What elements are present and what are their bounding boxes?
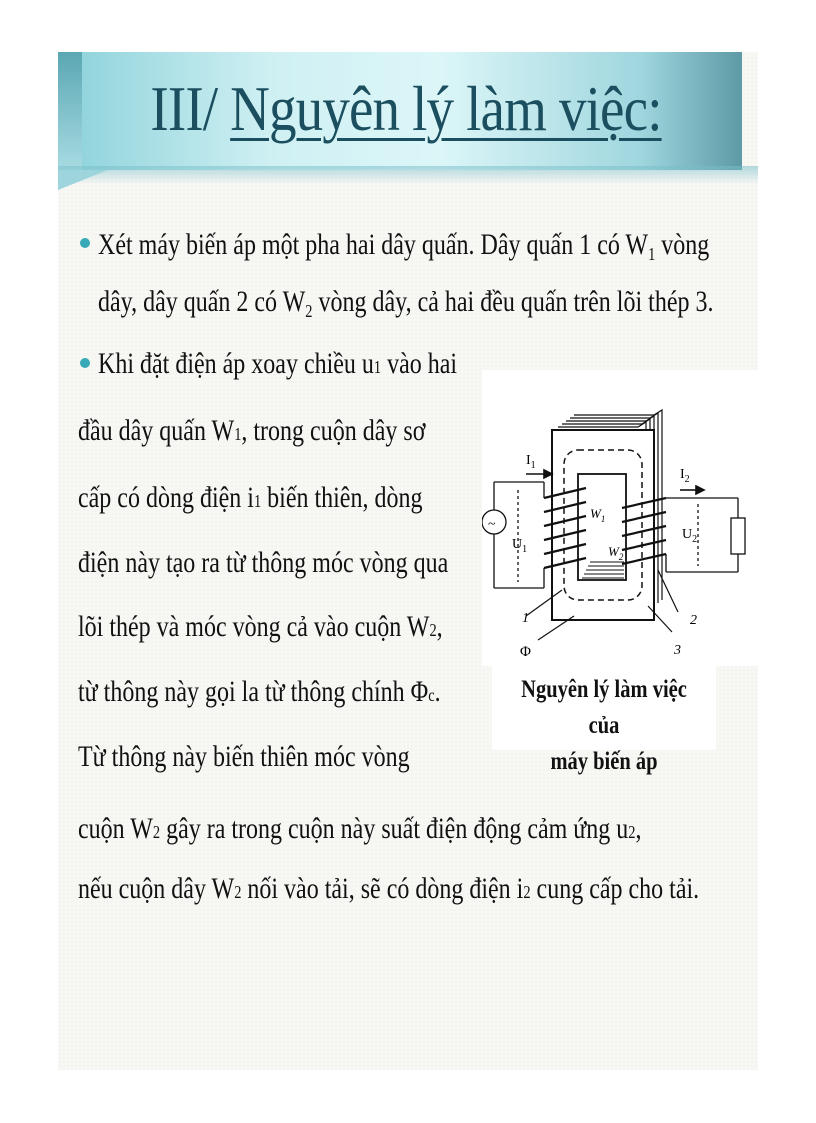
text: gây ra trong cuộn này suất điện động cảm ứng u [160, 812, 629, 845]
label-2: 2 [690, 613, 697, 628]
title-banner-shadow [58, 166, 758, 184]
bullet2-line7: Từ thông này biến thiên móc vòng [78, 740, 410, 773]
caption-line-2: máy biến áp [550, 748, 658, 775]
bullet1-line1 [98, 228, 709, 271]
subscript: 2 [684, 474, 690, 485]
text: I [680, 467, 685, 482]
source-symbol: ~ [488, 517, 496, 532]
subscript: 1 [648, 244, 656, 264]
subscript: 2 [234, 882, 242, 902]
subscript: 1 [373, 357, 382, 377]
text: nối vào tải, sẽ có dòng điện i [241, 872, 524, 905]
bullet1-line2 [98, 285, 713, 328]
transformer-diagram [482, 370, 758, 666]
text: biến thiên, dòng [261, 481, 423, 514]
text: Xét máy biến áp một pha hai dây quấn. Dây quấn 1 có W [98, 228, 649, 261]
figure-caption [512, 672, 696, 780]
label-phi: Φ [520, 644, 531, 660]
text: , [635, 812, 642, 845]
subscript: 2 [429, 620, 437, 640]
text: vào hai [381, 347, 458, 380]
subscript: 2 [628, 822, 636, 842]
subscript: 2 [305, 301, 313, 321]
text: vòng dây, cả hai đều quấn trên lõi thép 3. [312, 285, 714, 318]
text: cuộn W [78, 812, 153, 845]
bullet2-line2 [78, 414, 425, 451]
subscript: c [428, 685, 435, 705]
text: , trong cuộn dây sơ [241, 414, 426, 447]
text: dây, dây quấn 2 có W [98, 285, 306, 318]
bullet-dot-1 [80, 238, 90, 248]
text: U [682, 527, 693, 542]
bullet-dot-2 [80, 358, 90, 368]
text: vòng [655, 228, 710, 261]
subscript: 1 [253, 491, 262, 511]
subscript: 1 [522, 544, 528, 555]
core-window [578, 474, 626, 580]
slide-title [117, 72, 695, 146]
subscript: 1 [530, 460, 536, 471]
text: W [608, 544, 619, 559]
bullet2-line4: điện này tạo ra từ thông móc vòng qua [78, 546, 449, 579]
bullet2-line6 [78, 675, 441, 712]
text: . [434, 675, 441, 708]
label-3: 3 [674, 643, 681, 658]
text: cấp có dòng điện i [78, 481, 254, 514]
text: Khi đặt điện áp xoay chiều u [98, 347, 374, 380]
subscript: 1 [600, 514, 606, 524]
text: từ thông này gọi la từ thông chính Φ [78, 675, 429, 708]
bullet2-line3 [78, 481, 422, 518]
text: đầu dây quấn W [78, 414, 235, 447]
subscript: 1 [234, 424, 242, 444]
title-prefix: III/ [150, 73, 231, 144]
bullet2-line9 [78, 872, 699, 909]
text: , [436, 610, 443, 643]
bullet2-line5 [78, 610, 443, 647]
label-1: 1 [522, 611, 529, 626]
text: W [590, 506, 601, 521]
bullet2-line1 [98, 347, 457, 384]
subscript: 2 [618, 552, 624, 562]
subscript: 2 [692, 534, 698, 545]
text: U [512, 537, 523, 552]
caption-line-1: Nguyên lý làm việc của [521, 676, 687, 739]
text: nếu cuộn dây W [78, 872, 235, 905]
text: lõi thép và móc vòng cả vào cuộn W [78, 610, 430, 643]
text: cung cấp cho tải. [530, 872, 700, 905]
subscript: 2 [523, 882, 531, 902]
subscript: 2 [152, 822, 161, 842]
title-banner-wedge [58, 170, 108, 190]
title-banner-accent [58, 52, 82, 170]
title-main: Nguyên lý làm việc: [230, 73, 662, 144]
text: I [526, 453, 531, 468]
bullet2-line8 [78, 812, 642, 849]
